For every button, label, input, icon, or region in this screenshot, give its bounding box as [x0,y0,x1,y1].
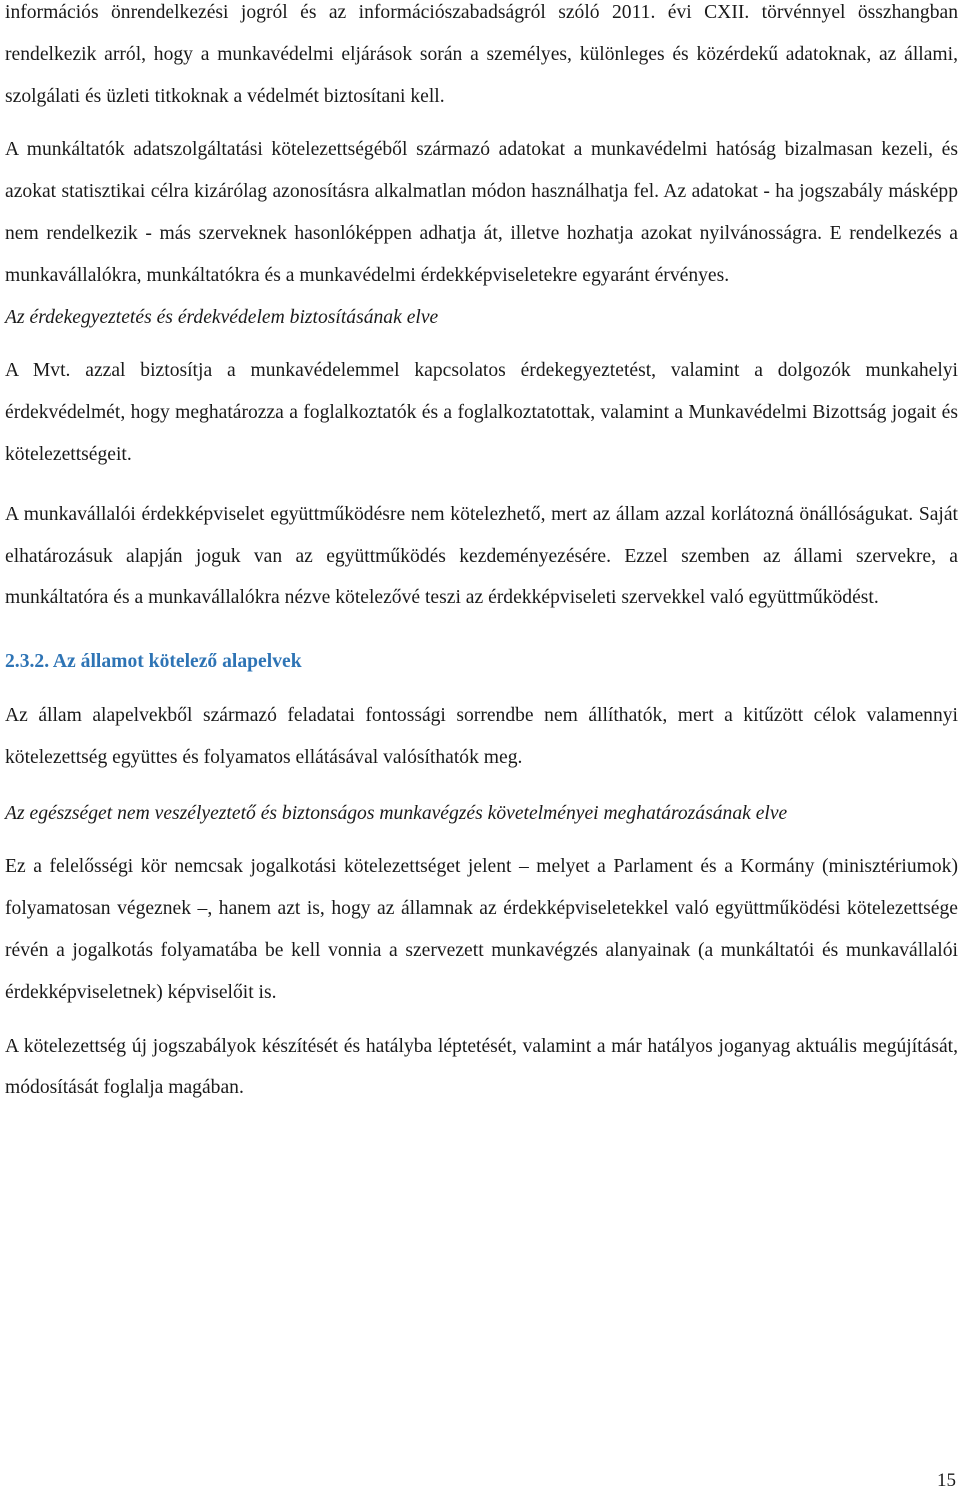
subheading-safe-work: Az egészséget nem veszélyeztető és biztonságos munkavégzés követelményei meghatározásának elve [5,802,788,824]
paragraph-employer-data: A munkáltatók adatszolgáltatási kötelezettségéből származó adatokat a munkavédelmi hatóság bizalmasan kezeli, és azokat statisztikai célra kizárólag azonosításra alkalmatlan módon használhatja fel. Az adatokat - ha jogszabály másképp nem rendelkezik - más szerveknek hasonlóképpen adhatja át, illetve hozhatja azokat nyilvánosságra. E rendelkezés a munkavállalókra, munkáltatókra és a munkavédelmi érdekképviseletekre egyaránt érvényes. [5,139,958,286]
paragraph-mvt: A Mvt. azzal biztosítja a munkavédelemmel kapcsolatos érdekegyeztetést, valamint a dolgozók munkahelyi érdekvédelmét, hogy meghatározza a foglalkoztatók és a foglalkoztatottak, valamint a Munkavédelmi Bizottság jogait és kötelezettségeit. [5,360,958,465]
page-number: 15 [937,1470,956,1491]
document-page [5,0,958,1109]
paragraph-responsibility: Ez a felelősségi kör nemcsak jogalkotási kötelezettséget jelent – melyet a Parlament és a Kormány (minisztériumok) folyamatosan végeznek –, hanem azt is, hogy az államnak az érdekképviseletekkel való együttműködési kötelezettsége révén a jogalkotás folyamatába be kell vonnia a szervezett munkavégzés alanyainak (a munkáltatói és munkavállalói érdekképviseletnek) képviselőit is. [5,856,958,1003]
paragraph-obligation: A kötelezettség új jogszabályok készítését és hatályba léptetését, valamint a már hatályos joganyag aktuális megújítását, módosítását foglalja magában. [5,1035,958,1099]
paragraph-data-protection: információs önrendelkezési jogról és az információszabadságról szóló 2011. évi CXII. törvénnyel összhangban rendelkezik arról, hogy a munkavédelmi eljárások során a személyes, különleges és közérdekű adatoknak, az állami, szolgálati és üzleti titkoknak a védelmét biztosítani kell. [5,2,958,107]
paragraph-employee-representation: A munkavállalói érdekképviselet együttműködésre nem kötelezhető, mert az állam azzal korlátozná önállóságukat. Saját elhatározásuk alapján joguk van az együttműködés kezdeményezésére. Ezzel szemben az állami szervekre, a munkáltatóra és a munkavállalókra nézve kötelezővé teszi az érdekképviseleti szervekkel való együttműködést. [5,503,958,609]
paragraph-state-principles: Az állam alapelvekből származó feladatai fontossági sorrendbe nem állíthatók, mert a kitűzött célok valamennyi kötelezettség együttes és folyamatos ellátásával valósíthatók meg. [5,704,958,768]
section-heading: 2.3.2. Az államot kötelező alapelvek [5,651,302,673]
subheading-interest-reconciliation: Az érdekegyeztetés és érdekvédelem biztosításának elve [5,306,439,328]
